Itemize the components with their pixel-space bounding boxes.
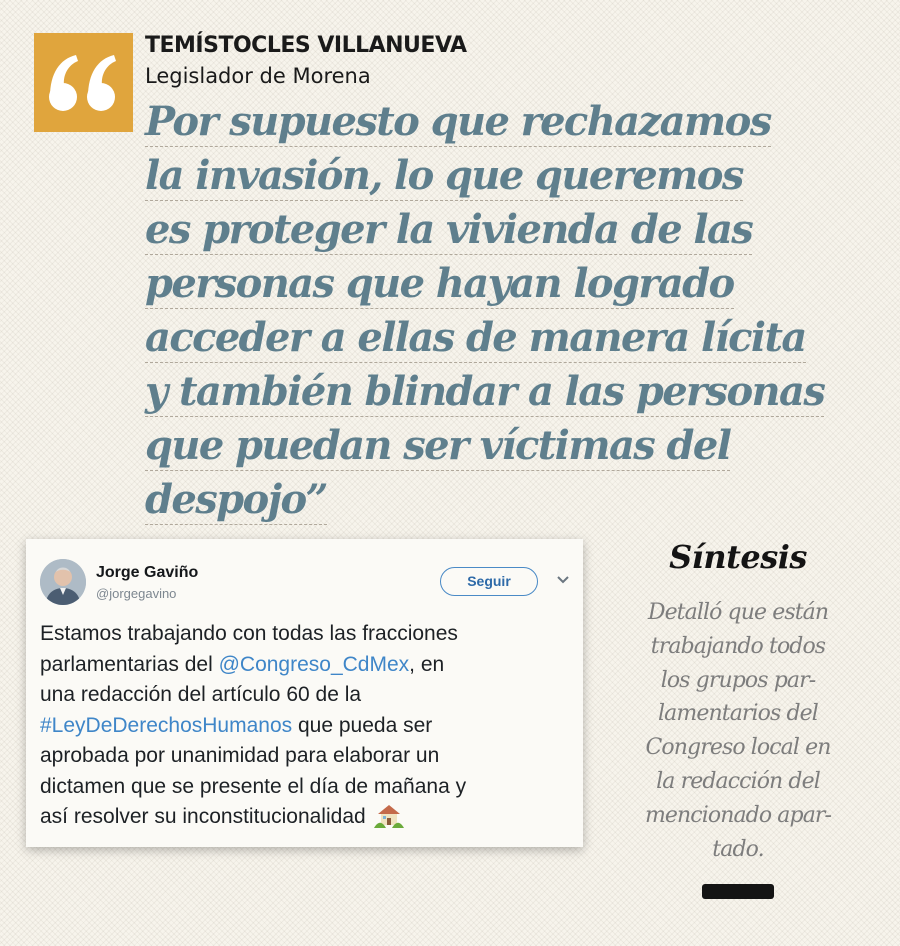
quote-line: es proteger la vivienda de las: [145, 206, 753, 253]
synthesis-line: tado.: [712, 836, 764, 862]
end-marker-bar: [702, 884, 774, 899]
quote-line: Por supuesto que rechazamos: [145, 98, 771, 145]
quote-mark-box: [34, 33, 133, 132]
quote-line: personas que hayan logrado: [145, 260, 734, 307]
speaker-name: TEMÍSTOCLES VILLANUEVA: [145, 33, 467, 58]
synthesis-line: mencionado apar-: [644, 802, 832, 828]
synthesis-line: la redacción del: [656, 768, 820, 794]
synthesis-line: Congreso local en: [645, 735, 831, 761]
mention-link[interactable]: @Congreso_CdMex: [218, 652, 410, 676]
follow-button[interactable]: Seguir: [440, 567, 538, 596]
synthesis-line: lamentarios del: [658, 701, 818, 727]
avatar[interactable]: [40, 559, 86, 605]
pull-quote: [145, 96, 825, 528]
tweet-author-handle[interactable]: @jorgegavino: [96, 586, 177, 601]
synthesis-text: [612, 596, 864, 866]
synthesis-line: trabajando todos: [650, 633, 826, 659]
quote-line: acceder a ellas de manera lícita: [145, 314, 806, 361]
chevron-down-icon[interactable]: [556, 575, 570, 585]
synthesis-line: los grupos par-: [660, 667, 816, 693]
synthesis-title: Síntesis: [669, 538, 807, 576]
quote-line: la invasión, lo que queremos: [145, 152, 743, 199]
quote-line: despojo”: [145, 476, 327, 523]
synthesis-line: Detalló que están: [647, 600, 829, 625]
tweet-text: Estamos trabajando con todas las fracciones parlamentarias del @Congreso_CdMex, en una redacción del artículo 60 de la #LeyDeDerechosHumanos que pueda ser aprobada por unanimidad para elaborar un dictamen que se presente el día de mañana y así resolver su inconstitucionalidad: [40, 622, 467, 828]
speaker-role: Legislador de Morena: [145, 64, 371, 88]
hashtag-link[interactable]: #LeyDeDerechosHumanos: [40, 713, 293, 737]
tweet-card: [26, 539, 583, 847]
tweet-author-name[interactable]: Jorge Gaviño: [96, 564, 199, 581]
quote-line: que puedan ser víctimas del: [145, 422, 731, 469]
quotation-mark-icon: [34, 33, 133, 132]
quote-line: y también blindar a las personas: [145, 368, 825, 415]
profile-photo-icon: [40, 559, 86, 605]
house-with-garden-icon: [374, 802, 404, 828]
